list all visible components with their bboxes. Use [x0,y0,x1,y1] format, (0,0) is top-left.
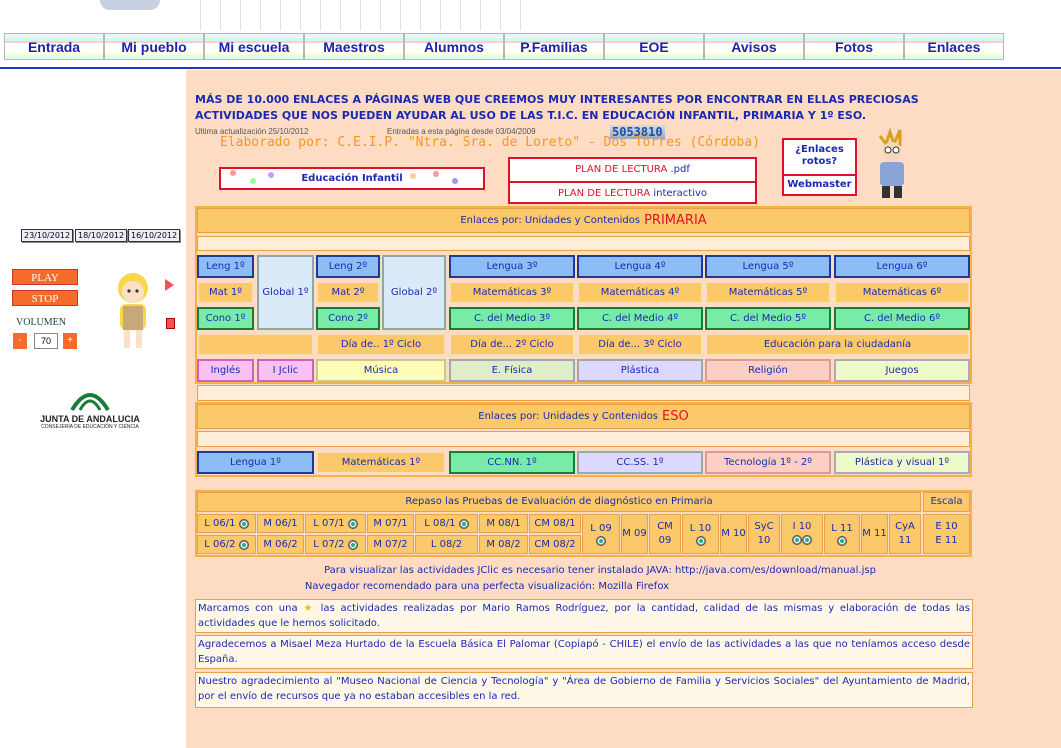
cd-icon [696,536,706,546]
dot-icon [230,170,236,176]
play-button[interactable]: PLAY [12,269,78,285]
nav-alumnos[interactable]: Alumnos [404,33,504,60]
msg1-end: las actividades realizadas por Mario Ramos Rodríguez, por la cantidad, calidad de las mismas y elaboración de todas las actividades que le hemos solicitado. [198,603,970,629]
repaso-cm08-2[interactable]: CM 08/2 [529,535,581,554]
cd-icon [348,519,358,529]
repaso-i10[interactable] [781,514,823,554]
cd-icon [239,540,249,550]
repaso-l11[interactable] [824,514,860,554]
repaso-m06-1[interactable]: M 06/1 [257,514,304,533]
spacer-row [197,431,970,447]
dot-icon [250,178,256,184]
last-updated: Ultima actualización 25/10/2012 [195,127,309,136]
message-mario [195,599,973,633]
browser-notice: Navegador recomendado para una perfecta visualización: Mozilla Firefox [304,581,670,592]
java-notice: Para visualizar las actividades JClic es necesario tener instalado JAVA: http://java.com/es/download/manual.jsp [324,565,876,576]
header-decoration [200,0,540,30]
stop-square-icon[interactable] [166,318,175,329]
link-lengua-4[interactable]: Lengua 4º [577,255,703,278]
repaso-m08-2[interactable]: M 08/2 [479,535,528,554]
link-plastica[interactable]: Plástica [577,359,703,382]
empty-cell [197,333,314,356]
entries-since: Entradas a esta página desde 03/04/2009 [387,127,536,136]
link-jclic[interactable]: I Jclic [257,359,314,382]
header-banner [0,0,1061,32]
primaria-header [197,208,970,233]
link-ciudadania[interactable]: Educación para la ciudadanía [705,333,970,356]
volume-up-button[interactable]: + [63,333,77,349]
repaso-syc10[interactable]: SyC 10 [748,514,780,554]
link-lengua-5[interactable]: Lengua 5º [705,255,831,278]
repaso-label: L 11 [831,523,853,534]
nav-enlaces[interactable]: Enlaces [904,33,1004,60]
nav-p-familias[interactable]: P.Familias [504,33,604,60]
plan-lectura-box [508,157,757,204]
repaso-l08-1[interactable] [415,514,478,533]
message-museo: Nuestro agradecimiento al "Museo Nacional de Ciencia y Tecnología" y "Área de Gobierno de Familia y Servicios Sociales" del Ayuntamiento de Madrid, por el envío de recursos que ya no estaban accesibles en la red. [195,672,973,708]
repaso-label: L 07/2 [313,538,345,550]
repaso-m09[interactable]: M 09 [621,514,648,554]
message-misael: Agradecemos a Misael Meza Hurtado de la Escuela Básica El Palomar (Copiapó - CHILE) el envío de las actividades a las que no teníamos acceso desde España. [195,635,973,669]
repaso-l09[interactable] [582,514,620,554]
link-leng-2[interactable]: Leng 2º [316,255,380,278]
link-religion[interactable]: Religión [705,359,831,382]
plan-int-prefix: PLAN DE LECTURA [557,188,651,199]
broken-links-box [782,138,857,196]
webmaster-button[interactable]: Webmaster [787,179,852,190]
star-icon: ★ [303,603,315,614]
webmaster-character-icon [872,128,912,202]
main-nav [4,33,1004,60]
spacer-row [197,385,970,401]
repaso-l06-1[interactable] [197,514,256,533]
volume-value: 70 [34,333,58,349]
eso-ccss-1[interactable]: CC.SS. 1º [577,451,703,474]
eso-word: ESO [662,409,689,424]
elaborado-text: Elaborado por: C.E.I.P. "Ntra. Sra. de Loreto" - Dos Torres (Córdoba) [220,135,761,150]
repaso-m08-1[interactable]: M 08/1 [479,514,528,533]
link-musica[interactable]: Música [316,359,446,382]
link-matematicas-3[interactable]: Matemáticas 3º [449,281,575,304]
plan-pdf-prefix: PLAN DE LECTURA [575,164,668,175]
repaso-label: L 10 [689,523,712,534]
cd-icon [348,540,358,550]
repaso-cm09[interactable]: CM 09 [649,514,681,554]
escala-e11[interactable]: E 11 [935,535,958,546]
broken-links-button[interactable]: ¿Enlaces rotos? [784,140,855,176]
repaso-label: L 06/1 [204,517,236,529]
link-dia-1-ciclo[interactable]: Día de.. 1º Ciclo [316,333,446,356]
link-lengua-3[interactable]: Lengua 3º [449,255,575,278]
volume-down-button[interactable]: - [13,333,27,349]
spacer-row [197,236,970,251]
cd-icon [459,519,469,529]
repaso-cm08-1[interactable]: CM 08/1 [529,514,581,533]
nav-mi-pueblo[interactable]: Mi pueblo [104,33,204,60]
link-medio-3[interactable]: C. del Medio 3º [449,307,575,330]
junta-andalucia-logo [28,386,152,436]
intro-text: MÁS DE 10.000 ENLACES A PÁGINAS WEB QUE CREEMOS MUY INTERESANTES POR ENCONTRAR EN ELLAS PRECIOSAS ACTIVIDADES QUE NOS PUEDEN AYUDAR AL USO DE LAS T.I.C. EN EDUCACIÓN INFANTIL, PRIMARIA Y 1º ESO. [195,93,919,122]
dot-icon [268,172,274,178]
visit-counter: 5053810 [612,125,663,139]
infantil-link[interactable] [219,167,485,190]
header-divider [0,67,1061,69]
link-cono-2[interactable]: Cono 2º [316,307,380,330]
repaso-m11[interactable]: M 11 [861,514,888,554]
volume-label: VOLUMEN [16,317,66,328]
date-button[interactable]: 23/10/2012 [21,229,73,242]
escala-header: Escala [923,492,970,512]
repaso-header: Repaso las Pruebas de Evaluación de diagnóstico en Primaria [197,492,921,512]
link-cono-1[interactable]: Cono 1º [197,307,254,330]
junta-name: JUNTA DE ANDALUCIA [40,414,140,424]
nav-avisos[interactable]: Avisos [704,33,804,60]
nav-maestros[interactable]: Maestros [304,33,404,60]
eso-plastica-visual[interactable]: Plástica y visual 1º [834,451,970,474]
dot-icon [433,171,439,177]
eso-header [197,404,970,429]
date-button[interactable]: 16/10/2012 [128,229,180,242]
repaso-l06-2[interactable] [197,535,256,554]
link-juegos[interactable]: Juegos [834,359,970,382]
link-lengua-6[interactable]: Lengua 6º [834,255,970,278]
dot-icon [410,173,416,179]
dot-icon [452,178,458,184]
cd-icon [792,535,802,545]
date-button[interactable]: 18/10/2012 [75,229,127,242]
link-dia-3-ciclo[interactable]: Día de... 3º Ciclo [577,333,703,356]
link-mat-2[interactable]: Mat 2º [316,281,380,304]
link-medio-5[interactable]: C. del Medio 5º [705,307,831,330]
nav-mi-escuela[interactable]: Mi escuela [204,33,304,60]
link-matematicas-4[interactable]: Matemáticas 4º [577,281,703,304]
link-medio-4[interactable]: C. del Medio 4º [577,307,703,330]
repaso-l07-1[interactable] [305,514,366,533]
primaria-header-text: Enlaces por: Unidades y Contenidos [460,215,641,226]
msg1-start: Marcamos con una [198,603,298,614]
link-global-1[interactable]: Global 1º [257,255,314,330]
repaso-label: L 09 [590,523,612,534]
nav-eoe[interactable]: EOE [604,33,704,60]
escala-e10[interactable]: E 10 [935,521,958,532]
infantil-label: Educación Infantil [301,173,403,184]
repaso-m07-2[interactable]: M 07/2 [367,535,414,554]
link-global-2[interactable]: Global 2º [382,255,446,330]
repaso-l10[interactable] [682,514,719,554]
nav-fotos[interactable]: Fotos [804,33,904,60]
school-seal [100,0,160,10]
repaso-label: L 06/2 [204,538,236,550]
cd-icon [802,535,812,545]
repaso-label: L 08/1 [424,517,456,529]
junta-subtitle: CONSEJERÍA DE EDUCACIÓN Y CIENCIA [41,424,139,430]
plan-interactivo-link[interactable] [510,181,755,203]
plan-int-suffix: interactivo [653,188,708,199]
eso-ccnn-1[interactable]: CC.NN. 1º [449,451,575,474]
link-matematicas-6[interactable]: Matemáticas 6º [834,281,970,304]
repaso-l07-2[interactable] [305,535,366,554]
eso-header-text: Enlaces por: Unidades y Contenidos [478,411,659,422]
link-ingles[interactable]: Inglés [197,359,254,382]
primaria-word: PRIMARIA [644,213,707,228]
link-mat-1[interactable]: Mat 1º [197,281,254,304]
link-educacion-fisica[interactable]: E. Física [449,359,575,382]
link-medio-6[interactable]: C. del Medio 6º [834,307,970,330]
eso-matematicas-1[interactable]: Matemáticas 1º [316,451,446,474]
repaso-label: I 10 [792,521,812,532]
cd-icon [837,536,847,546]
repaso-cya11[interactable]: CyA 11 [889,514,921,554]
repaso-l08-2[interactable]: L 08/2 [415,535,478,554]
repaso-m10[interactable]: M 10 [720,514,747,554]
cd-icon [239,519,249,529]
junta-emblem-icon [70,386,110,412]
eso-tecnologia[interactable]: Tecnología 1º - 2º [705,451,831,474]
repaso-m07-1[interactable]: M 07/1 [367,514,414,533]
cd-icon [596,536,606,546]
nav-entrada[interactable]: Entrada [4,33,104,60]
eso-lengua-1[interactable]: Lengua 1º [197,451,314,474]
repaso-m06-2[interactable]: M 06/2 [257,535,304,554]
link-leng-1[interactable]: Leng 1º [197,255,254,278]
link-dia-2-ciclo[interactable]: Día de... 2º Ciclo [449,333,575,356]
link-matematicas-5[interactable]: Matemáticas 5º [705,281,831,304]
play-arrow-icon[interactable] [165,279,174,291]
girl-mascot-icon [108,270,158,352]
repaso-label: L 07/1 [313,517,345,529]
plan-pdf-link[interactable] [510,159,755,181]
plan-pdf-suffix: .pdf [670,164,690,175]
stop-button[interactable]: STOP [12,290,78,306]
escala-links [923,514,970,554]
